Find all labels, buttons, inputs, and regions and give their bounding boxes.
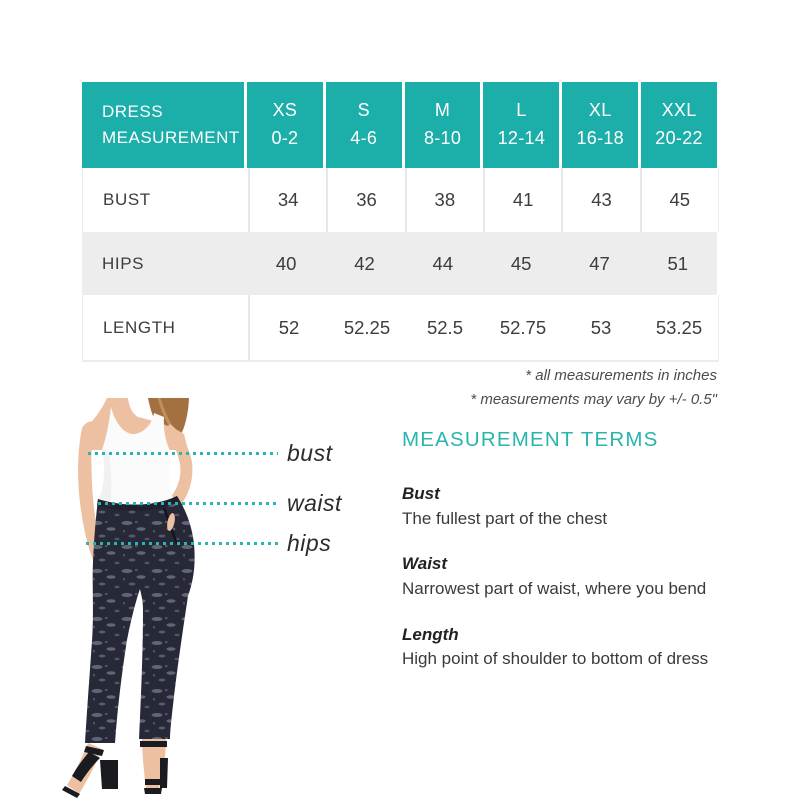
header-cell-m: M 8-10 <box>405 82 484 168</box>
term-name: Bust <box>402 484 440 503</box>
table-cell: 38 <box>405 168 483 232</box>
term-definition: High point of shoulder to bottom of dress <box>402 649 709 669</box>
table-cell: 51 <box>667 252 689 274</box>
term-name: Waist <box>402 554 448 574</box>
table-row-bust <box>82 168 719 232</box>
table-row-hips <box>82 232 717 295</box>
table-cell: 47 <box>589 252 610 274</box>
hips-label: hips <box>287 530 332 556</box>
hips-measurement-line <box>86 542 278 545</box>
table-cell: 42 <box>354 252 375 274</box>
header-cell-dress-measurement <box>82 82 247 168</box>
header-cell-l: L 12-14 <box>483 82 562 168</box>
measurement-terms-heading: MEASUREMENT TERMS <box>402 428 659 451</box>
table-row-length <box>82 295 719 362</box>
term-waist <box>402 552 742 601</box>
table-cell: 52.5 <box>426 316 463 338</box>
header-line-1: DRESS <box>102 101 164 121</box>
table-cell: 45 <box>510 252 532 274</box>
size-table <box>82 82 717 362</box>
model-photo <box>60 398 205 800</box>
table-cell: 45 <box>640 168 718 232</box>
footnote-variance: * measurements may vary by +/- 0.5" <box>470 391 717 408</box>
header-cell-xxl: XXL 20-22 <box>641 82 717 168</box>
term-definition: Narrowest part of waist, where you bend <box>402 578 707 598</box>
header-line-2: MEASUREMENT <box>102 128 240 147</box>
row-label: LENGTH <box>103 317 176 337</box>
table-cell: 41 <box>483 168 561 232</box>
table-cell: 36 <box>326 168 404 232</box>
table-cell: 43 <box>561 168 639 232</box>
term-name: Length <box>402 624 459 644</box>
table-body <box>82 168 717 362</box>
waist-measurement-line <box>98 502 278 505</box>
row-label: HIPS <box>102 253 145 273</box>
footnotes <box>470 364 717 412</box>
header-cell-s: S 4-6 <box>326 82 405 168</box>
term-definition: The fullest part of the chest <box>402 508 608 528</box>
table-cell: 52 <box>248 295 328 360</box>
term-bust <box>402 482 742 531</box>
footnote-inches: * all measurements in inches <box>525 367 717 384</box>
table-cell: 52.25 <box>343 316 391 338</box>
table-cell: 34 <box>248 168 326 232</box>
header-cell-xs: XS 0-2 <box>247 82 326 168</box>
table-cell: 40 <box>275 252 297 274</box>
table-cell: 44 <box>432 252 454 274</box>
row-label: BUST <box>103 190 151 209</box>
measurement-terms-section <box>402 428 742 693</box>
header-cell-xl: XL 16-18 <box>562 82 641 168</box>
term-length <box>402 623 742 672</box>
table-header-row <box>82 82 717 168</box>
bust-measurement-line <box>88 452 278 455</box>
bust-label: bust <box>287 440 333 466</box>
waist-label: waist <box>287 490 342 516</box>
table-cell: 53.25 <box>655 316 703 338</box>
table-cell: 52.75 <box>499 316 547 338</box>
table-cell: 53 <box>590 316 612 338</box>
